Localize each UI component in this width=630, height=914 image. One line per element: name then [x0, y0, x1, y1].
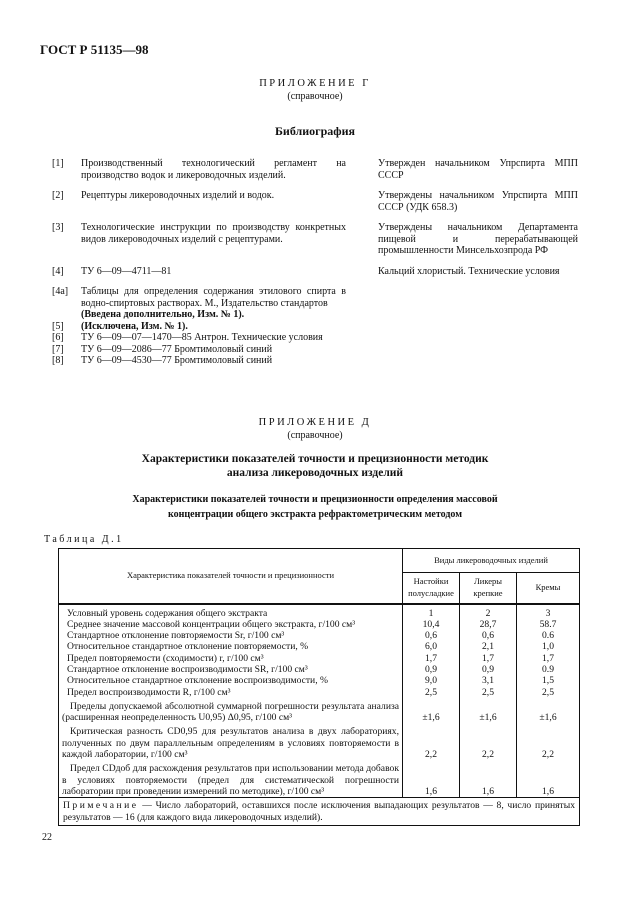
row-value: 0,6 [403, 630, 460, 641]
table-row [59, 675, 580, 686]
row-value: 1,6 [460, 760, 517, 797]
table-subheading-1: Характеристики показателей точности и прецизионности определения массовой [132, 494, 498, 505]
bibliography-item [52, 332, 592, 344]
row-value: 1,7 [460, 653, 517, 664]
item-number: [2] [52, 190, 64, 201]
row-value: 1,5 [517, 675, 580, 686]
item-text: ТУ 6—09—4530—77 Бромтимоловый синий [81, 355, 273, 366]
table-row [59, 687, 580, 698]
table-row [59, 653, 580, 664]
item-number: [5] [52, 320, 64, 332]
table-row [59, 698, 580, 724]
col-header-kremy: Кремы [517, 573, 580, 604]
appendix-d-type: (справочное) [287, 430, 343, 441]
row-value: 2,2 [460, 723, 517, 760]
row-label: Критическая разность CD0,95 для результатов анализа в двух лабораториях, полученных по двум параллельным определениям в условиях повторяемости в каждой лаборатории, г/100 см³ [62, 726, 399, 761]
table-row [59, 604, 580, 619]
appendix-d-heading-2: анализа ликероводочных изделий [226, 467, 404, 479]
row-value: 58.7 [517, 619, 580, 630]
row-value: 0,9 [403, 664, 460, 675]
row-value: ±1,6 [517, 698, 580, 724]
table-row [59, 630, 580, 641]
item-text: ТУ 6—09—07—1470—85 Антрон. Технические условия [81, 332, 323, 343]
row-label: Предел CDдоб для расхождения результатов при использовании метода добавок в условиях повторяемости (предел для систематической погрешности лаборатории при проведении измерений по методике), г/100 см³ [62, 763, 399, 797]
row-value: 2 [460, 604, 517, 619]
item-number: [6] [52, 332, 64, 343]
note-text: — Число лабораторий, оставшихся после исключения выпадающих результатов — 8, число принятых результатов — 16 (для каждого вида ликероводочных изделий). [63, 800, 575, 823]
row-value: 2,2 [517, 723, 580, 760]
row-label: Стандартное отклонение воспроизводимости SR, г/100 см³ [67, 663, 308, 675]
row-label: Среднее значение массовой концентрации общего экстракта, г/100 см³ [67, 618, 356, 630]
row-value: 1,0 [517, 641, 580, 652]
row-label: Относительное стандартное отклонение воспроизводимости, % [67, 675, 328, 687]
item-text: Рецептуры ликероводочных изделий и водок. [81, 190, 275, 201]
item-number: [7] [52, 343, 64, 355]
appendix-d-heading-1: Характеристики показателей точности и прецизионности методик [141, 453, 489, 465]
bibliography-heading: Библиография [274, 124, 356, 138]
precision-table [58, 548, 580, 826]
row-value: 2,1 [460, 641, 517, 652]
row-label: Предел повторяемости (сходимости) r, г/100 см³ [67, 652, 264, 664]
doc-code: ГОСТ Р 51135—98 [40, 42, 149, 57]
row-value: 0,6 [460, 630, 517, 641]
appendix-g-type: (справочное) [287, 91, 343, 102]
item-amendment: (Исключена, Изм. № 1). [81, 320, 188, 332]
item-text: ТУ 6—09—4711—81 [81, 265, 172, 277]
row-label: Относительное стандартное отклонение повторяемости, % [67, 641, 309, 653]
bibliography-item [52, 355, 592, 367]
item-number: [3] [52, 222, 64, 233]
bibliography-item [52, 321, 592, 333]
col-header-nastoyki: Настойки полусладкие [403, 573, 460, 604]
row-value: 2,5 [460, 687, 517, 698]
row-value: 0.9 [517, 664, 580, 675]
col-header-group: Виды ликероводочных изделий [403, 549, 580, 573]
bibliography-list [52, 158, 592, 367]
row-value: 10,4 [403, 619, 460, 630]
row-value: ±1,6 [460, 698, 517, 724]
item-number: [1] [52, 158, 64, 169]
col-header-likery: Ликеры крепкие [460, 573, 517, 604]
bibliography-item [52, 286, 592, 321]
col-header-characteristic: Характеристика показателей точности и прецизионности [59, 549, 403, 604]
row-value: 1 [403, 604, 460, 619]
item-text: ТУ 6—09—2086—77 Бромтимоловый синий [81, 343, 273, 355]
item-approval: Утверждены начальником Департамента пищевой и перерабатывающей промышленности Минсельхозпрода РФ [378, 222, 578, 256]
table-subheading-2: концентрации общего экстракта рефрактометрическим методом [167, 509, 463, 520]
item-text: Таблицы для определения содержания этилового спирта в водно-спиртовых растворах. М., Издательство стандартов [81, 286, 346, 309]
appendix-d-title: ПРИЛОЖЕНИЕ Д [258, 417, 372, 428]
row-value: 1,6 [517, 760, 580, 797]
page-number: 22 [42, 832, 52, 843]
row-label: Пределы допускаемой абсолютной суммарной погрешности результата анализа (расширенная неопределенность U0,95) Δ0,95, г/100 см³ [62, 700, 399, 724]
row-value: 0.6 [517, 630, 580, 641]
row-value: ±1,6 [403, 698, 460, 724]
row-value: 6,0 [403, 641, 460, 652]
item-approval: Утверждены начальником Упрспирта МПП СССР (УДК 658.3) [378, 190, 578, 213]
row-value: 2,5 [517, 687, 580, 698]
row-value: 28,7 [460, 619, 517, 630]
bibliography-item [52, 158, 592, 181]
table-row [59, 760, 580, 797]
row-label: Стандартное отклонение повторяемости Sr, г/100 см³ [67, 630, 285, 642]
row-value: 3,1 [460, 675, 517, 686]
note-label: Примечание [63, 800, 139, 812]
table-label: Таблица Д.1 [44, 534, 124, 545]
table-row [59, 619, 580, 630]
item-amendment: (Введена дополнительно, Изм. № 1). [81, 309, 245, 320]
row-value: 1,7 [403, 653, 460, 664]
row-value: 9,0 [403, 675, 460, 686]
row-value: 0,9 [460, 664, 517, 675]
row-label: Предел воспроизводимости R, г/100 см³ [67, 686, 231, 698]
item-number: [4] [52, 265, 64, 277]
item-number: [8] [52, 355, 64, 366]
table-row [59, 664, 580, 675]
item-approval: Утвержден начальником Упрспирта МПП СССР [378, 158, 578, 181]
table-note [59, 798, 580, 826]
bibliography-item [52, 222, 592, 257]
item-number: [4а] [52, 286, 69, 297]
row-value: 2,2 [403, 723, 460, 760]
bibliography-item [52, 344, 592, 356]
row-value: 1,7 [517, 653, 580, 664]
table-row [59, 641, 580, 652]
bibliography-item [52, 266, 592, 278]
row-label: Условный уровень содержания общего экстракта [67, 607, 268, 619]
item-text: Технологические инструкции по производству конкретных видов ликероводочных изделий с рецептурами. [81, 222, 346, 245]
row-value: 3 [517, 604, 580, 619]
appendix-g-title: ПРИЛОЖЕНИЕ Г [259, 78, 371, 89]
table-row [59, 723, 580, 760]
row-value: 2,5 [403, 687, 460, 698]
item-approval: Кальций хлористый. Технические условия [378, 265, 560, 277]
item-text: Производственный технологический регламент на производство водок и ликероводочных изделий. [81, 158, 346, 181]
bibliography-item [52, 190, 592, 213]
row-value: 1,6 [403, 760, 460, 797]
